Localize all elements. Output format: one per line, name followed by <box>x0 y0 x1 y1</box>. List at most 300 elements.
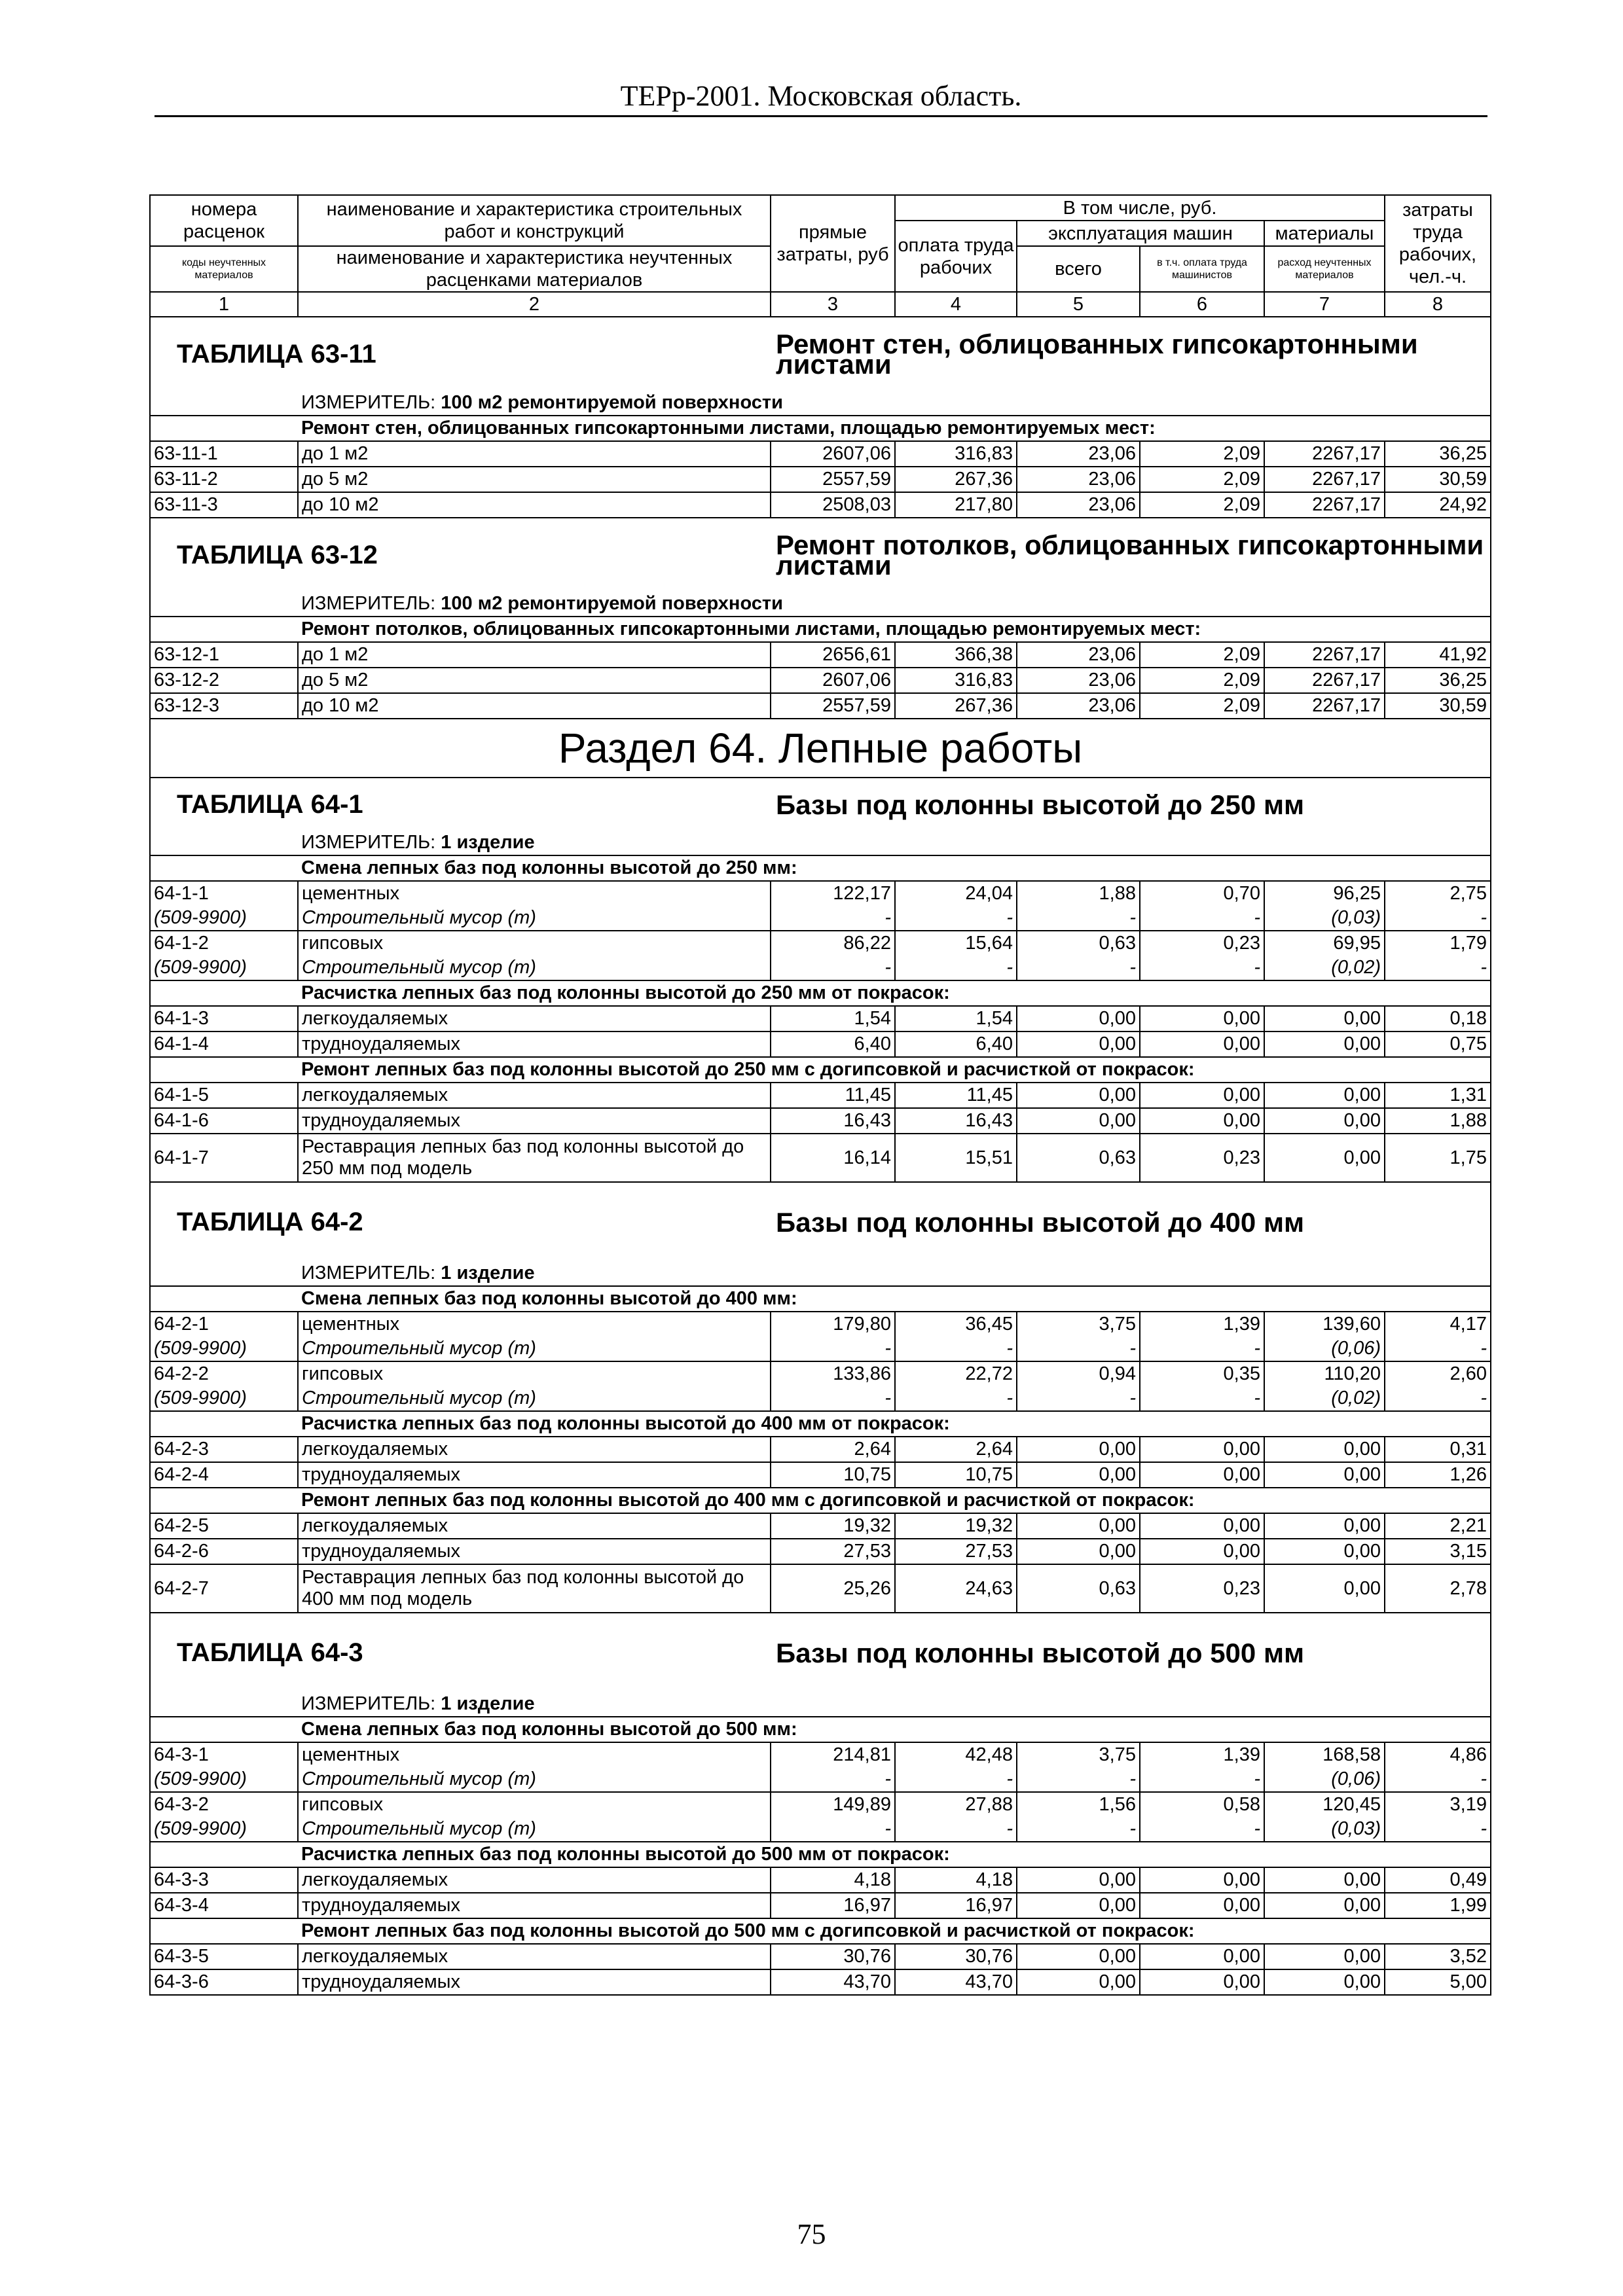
rate-row <box>150 881 1491 906</box>
rate-code: 63-12-3 <box>150 693 298 719</box>
subheader-text: Ремонт стен, облицованных гипсокартонными листами, площадью ремонтируемых мест: <box>298 416 1491 441</box>
col-header-material-name: наименование и характеристика неучтенных расценками материалов <box>298 246 771 292</box>
value-c5: - <box>1017 956 1140 980</box>
value-c7: 120,45 <box>1264 1792 1385 1817</box>
value-c3: 2607,06 <box>771 441 895 467</box>
material-row <box>150 1817 1491 1842</box>
subheader-row <box>150 617 1491 642</box>
measure-unit <box>298 1692 1491 1717</box>
value-c5: 0,00 <box>1017 1462 1140 1488</box>
measure-value: 100 м2 ремонтируемой поверхности <box>441 593 783 614</box>
value-c6: - <box>1140 906 1264 931</box>
value-c8: 1,99 <box>1385 1893 1491 1918</box>
value-c3: 30,76 <box>771 1944 895 1969</box>
value-c7: 2267,17 <box>1264 492 1385 518</box>
value-c5: - <box>1017 906 1140 931</box>
value-c3: - <box>771 1386 895 1411</box>
subheader-text: Ремонт потолков, облицованных гипсокартонными листами, площадью ремонтируемых мест: <box>298 617 1491 642</box>
col-number: 4 <box>895 292 1017 317</box>
rate-name: до 10 м2 <box>298 492 771 518</box>
col-header-labor: затраты труда рабочих, чел.-ч. <box>1385 195 1491 292</box>
value-c8: 0,31 <box>1385 1437 1491 1462</box>
rate-name: трудноудаляемых <box>298 1893 771 1918</box>
col-header-machines-total: всего <box>1017 246 1140 292</box>
rate-code: 64-1-5 <box>150 1083 298 1108</box>
table-name: Базы под колонны высотой до 250 мм <box>771 778 1491 831</box>
value-c8: 3,19 <box>1385 1792 1491 1817</box>
rate-row <box>150 441 1491 467</box>
col-number: 2 <box>298 292 771 317</box>
value-c5: 0,00 <box>1017 1108 1140 1134</box>
value-c6: - <box>1140 1336 1264 1361</box>
value-c4: - <box>895 956 1017 980</box>
value-c3: 2557,59 <box>771 693 895 719</box>
rate-row <box>150 1108 1491 1134</box>
rate-name: цементных <box>298 1312 771 1336</box>
value-c4: 4,18 <box>895 1867 1017 1893</box>
measure-label: ИЗМЕРИТЕЛЬ: <box>301 593 436 614</box>
value-c6: 2,09 <box>1140 693 1264 719</box>
value-c6: 0,23 <box>1140 1134 1264 1182</box>
value-c6: 0,00 <box>1140 1893 1264 1918</box>
value-c8: 1,31 <box>1385 1083 1491 1108</box>
value-c7: 0,00 <box>1264 1867 1385 1893</box>
measure-row <box>150 1692 1491 1717</box>
value-c8: 36,25 <box>1385 441 1491 467</box>
value-c5: 23,06 <box>1017 642 1140 668</box>
rate-row <box>150 668 1491 693</box>
value-c6: 0,00 <box>1140 1083 1264 1108</box>
rate-code: 64-2-5 <box>150 1513 298 1539</box>
value-c5: 0,63 <box>1017 1134 1140 1182</box>
value-c6: - <box>1140 1767 1264 1792</box>
material-name: Строительный мусор (т) <box>298 1336 771 1361</box>
subheader-text: Ремонт лепных баз под колонны высотой до 400 мм с догипсовкой и расчисткой от покрасок: <box>298 1488 1491 1513</box>
material-row <box>150 1386 1491 1411</box>
rate-name: трудноудаляемых <box>298 1462 771 1488</box>
value-c5: - <box>1017 1336 1140 1361</box>
value-c7: 2267,17 <box>1264 467 1385 492</box>
value-c8: 0,75 <box>1385 1031 1491 1057</box>
value-c4: 2,64 <box>895 1437 1017 1462</box>
section-row <box>150 719 1491 778</box>
value-c8: 30,59 <box>1385 693 1491 719</box>
subheader-row <box>150 1842 1491 1867</box>
value-c7: 2267,17 <box>1264 668 1385 693</box>
rate-row <box>150 1792 1491 1817</box>
measure-label: ИЗМЕРИТЕЛЬ: <box>301 392 436 413</box>
value-c4: 36,45 <box>895 1312 1017 1336</box>
table-title: ТАБЛИЦА 63-12 <box>150 518 771 592</box>
rate-code: 64-1-4 <box>150 1031 298 1057</box>
value-c3: - <box>771 1336 895 1361</box>
subheader-spacer <box>150 1842 298 1867</box>
material-code: (509-9900) <box>150 1767 298 1792</box>
subheader-row <box>150 416 1491 441</box>
value-c4: 217,80 <box>895 492 1017 518</box>
value-c5: 23,06 <box>1017 492 1140 518</box>
section-heading: Раздел 64. Лепные работы <box>150 719 1491 778</box>
value-c6: 0,23 <box>1140 931 1264 956</box>
subheader-spacer <box>150 980 298 1006</box>
table-name: Ремонт потолков, облицованных гипсокартонными листами <box>771 518 1491 592</box>
value-c7: 0,00 <box>1264 1564 1385 1613</box>
value-c6: 1,39 <box>1140 1742 1264 1767</box>
rate-code: 63-11-2 <box>150 467 298 492</box>
value-c6: 2,09 <box>1140 492 1264 518</box>
value-c3: - <box>771 1767 895 1792</box>
value-c6: - <box>1140 956 1264 980</box>
rate-row <box>150 642 1491 668</box>
value-c4: - <box>895 1767 1017 1792</box>
value-c3: 43,70 <box>771 1969 895 1995</box>
value-c8: 0,49 <box>1385 1867 1491 1893</box>
measure-label: ИЗМЕРИТЕЛЬ: <box>301 1693 436 1714</box>
rate-row <box>150 1083 1491 1108</box>
value-c6: 0,35 <box>1140 1361 1264 1386</box>
rate-name: легкоудаляемых <box>298 1083 771 1108</box>
value-c3: 11,45 <box>771 1083 895 1108</box>
material-name: Строительный мусор (т) <box>298 906 771 931</box>
measure-value: 1 изделие <box>441 832 535 853</box>
table-name: Базы под колонны высотой до 400 мм <box>771 1182 1491 1261</box>
value-c3: 133,86 <box>771 1361 895 1386</box>
value-c5: 0,94 <box>1017 1361 1140 1386</box>
value-c5: 0,63 <box>1017 1564 1140 1613</box>
value-c4: - <box>895 1386 1017 1411</box>
value-c7: 168,58 <box>1264 1742 1385 1767</box>
table-title: ТАБЛИЦА 63-11 <box>150 317 771 391</box>
value-c3: - <box>771 906 895 931</box>
value-c3: 2656,61 <box>771 642 895 668</box>
value-c7: 0,00 <box>1264 1134 1385 1182</box>
value-c6: 0,00 <box>1140 1969 1264 1995</box>
rate-row <box>150 1361 1491 1386</box>
value-c4: - <box>895 906 1017 931</box>
value-c7: 0,00 <box>1264 1437 1385 1462</box>
value-c5: 0,00 <box>1017 1083 1140 1108</box>
value-c6: 0,00 <box>1140 1539 1264 1564</box>
value-c5: - <box>1017 1386 1140 1411</box>
value-c4: 24,63 <box>895 1564 1017 1613</box>
rate-code: 64-2-6 <box>150 1539 298 1564</box>
measure-value: 1 изделие <box>441 1693 535 1714</box>
rate-row <box>150 1312 1491 1336</box>
rate-code: 63-11-3 <box>150 492 298 518</box>
col-number: 1 <box>150 292 298 317</box>
rate-row <box>150 1006 1491 1031</box>
value-c5: 0,00 <box>1017 1944 1140 1969</box>
column-header-row-1 <box>150 195 1491 221</box>
col-number: 3 <box>771 292 895 317</box>
value-c5: 1,56 <box>1017 1792 1140 1817</box>
col-header-wages: оплата труда рабочих <box>895 221 1017 292</box>
col-header-including: В том числе, руб. <box>895 195 1385 221</box>
subheader-text: Смена лепных баз под колонны высотой до 250 мм: <box>298 855 1491 881</box>
value-c5: - <box>1017 1817 1140 1842</box>
value-c8: - <box>1385 906 1491 931</box>
rate-name: легкоудаляемых <box>298 1867 771 1893</box>
subheader-spacer <box>150 1057 298 1083</box>
column-number-row <box>150 292 1491 317</box>
value-c5: 0,00 <box>1017 1513 1140 1539</box>
value-c4: - <box>895 1817 1017 1842</box>
value-c7: 69,95 <box>1264 931 1385 956</box>
value-c3: 16,14 <box>771 1134 895 1182</box>
measure-label: ИЗМЕРИТЕЛЬ: <box>301 832 436 853</box>
value-c6: 2,09 <box>1140 642 1264 668</box>
rate-name: трудноудаляемых <box>298 1539 771 1564</box>
subheader-spacer <box>150 1411 298 1437</box>
value-c8: 2,60 <box>1385 1361 1491 1386</box>
value-c8: 2,78 <box>1385 1564 1491 1613</box>
col-header-rate-number: номера расценок <box>150 195 298 246</box>
measure-unit <box>298 1261 1491 1286</box>
value-c6: 0,00 <box>1140 1108 1264 1134</box>
rate-name: до 1 м2 <box>298 441 771 467</box>
value-c8: 1,79 <box>1385 931 1491 956</box>
measure-row <box>150 592 1491 617</box>
rate-name: гипсовых <box>298 1361 771 1386</box>
value-c3: 19,32 <box>771 1513 895 1539</box>
value-c5: 0,00 <box>1017 1437 1140 1462</box>
value-c4: 11,45 <box>895 1083 1017 1108</box>
table-title-row <box>150 1613 1491 1692</box>
rate-code: 63-11-1 <box>150 441 298 467</box>
col-header-machinist-wages: в т.ч. оплата труда машинистов <box>1140 246 1264 292</box>
value-c7: 0,00 <box>1264 1083 1385 1108</box>
value-c3: 27,53 <box>771 1539 895 1564</box>
subheader-text: Расчистка лепных баз под колонны высотой до 250 мм от покрасок: <box>298 980 1491 1006</box>
value-c5: 0,63 <box>1017 931 1140 956</box>
material-code: (509-9900) <box>150 956 298 980</box>
value-c4: 316,83 <box>895 668 1017 693</box>
measure-spacer <box>150 1261 298 1286</box>
value-c5: 0,00 <box>1017 1893 1140 1918</box>
rate-code: 63-12-2 <box>150 668 298 693</box>
value-c7: (0,02) <box>1264 956 1385 980</box>
value-c3: 2607,06 <box>771 668 895 693</box>
value-c6: 0,00 <box>1140 1006 1264 1031</box>
rate-name: гипсовых <box>298 931 771 956</box>
subheader-row <box>150 1411 1491 1437</box>
rate-name: до 1 м2 <box>298 642 771 668</box>
value-c5: 3,75 <box>1017 1742 1140 1767</box>
rate-name: легкоудаляемых <box>298 1513 771 1539</box>
value-c7: 2267,17 <box>1264 693 1385 719</box>
table-title: ТАБЛИЦА 64-2 <box>150 1182 771 1261</box>
rate-code: 63-12-1 <box>150 642 298 668</box>
col-header-unaccounted-materials: расход неучтенных материалов <box>1264 246 1385 292</box>
value-c7: (0,03) <box>1264 1817 1385 1842</box>
rate-row <box>150 1437 1491 1462</box>
value-c6: - <box>1140 1386 1264 1411</box>
value-c4: 19,32 <box>895 1513 1017 1539</box>
subheader-text: Ремонт лепных баз под колонны высотой до 500 мм с догипсовкой и расчисткой от покрасок: <box>298 1918 1491 1944</box>
rate-code: 64-3-3 <box>150 1867 298 1893</box>
value-c8: 2,75 <box>1385 881 1491 906</box>
rate-name: трудноудаляемых <box>298 1031 771 1057</box>
value-c7: 2267,17 <box>1264 642 1385 668</box>
material-row <box>150 1767 1491 1792</box>
subheader-text: Расчистка лепных баз под колонны высотой до 400 мм от покрасок: <box>298 1411 1491 1437</box>
rate-code: 64-3-4 <box>150 1893 298 1918</box>
value-c4: 267,36 <box>895 693 1017 719</box>
value-c8: - <box>1385 1386 1491 1411</box>
rate-name: до 5 м2 <box>298 467 771 492</box>
rate-code: 64-3-5 <box>150 1944 298 1969</box>
value-c6: 0,58 <box>1140 1792 1264 1817</box>
table-title: ТАБЛИЦА 64-1 <box>150 778 771 831</box>
value-c7: 0,00 <box>1264 1969 1385 1995</box>
value-c3: 179,80 <box>771 1312 895 1336</box>
subheader-row <box>150 1488 1491 1513</box>
table-title-row <box>150 317 1491 391</box>
rate-name: легкоудаляемых <box>298 1944 771 1969</box>
value-c5: 0,00 <box>1017 1031 1140 1057</box>
value-c3: 16,43 <box>771 1108 895 1134</box>
rate-code: 64-3-1 <box>150 1742 298 1767</box>
material-name: Строительный мусор (т) <box>298 1817 771 1842</box>
value-c4: 30,76 <box>895 1944 1017 1969</box>
measure-unit <box>298 831 1491 855</box>
value-c5: 23,06 <box>1017 668 1140 693</box>
value-c5: 0,00 <box>1017 1006 1140 1031</box>
subheader-spacer <box>150 1717 298 1742</box>
value-c5: 3,75 <box>1017 1312 1140 1336</box>
value-c3: 4,18 <box>771 1867 895 1893</box>
value-c6: 0,00 <box>1140 1944 1264 1969</box>
material-code: (509-9900) <box>150 1386 298 1411</box>
value-c3: 2508,03 <box>771 492 895 518</box>
rate-code: 64-2-1 <box>150 1312 298 1336</box>
value-c8: - <box>1385 1336 1491 1361</box>
rate-row <box>150 1462 1491 1488</box>
measure-spacer <box>150 831 298 855</box>
value-c3: 16,97 <box>771 1893 895 1918</box>
value-c4: 27,53 <box>895 1539 1017 1564</box>
rate-name: до 5 м2 <box>298 668 771 693</box>
table-title: ТАБЛИЦА 64-3 <box>150 1613 771 1692</box>
rate-name: цементных <box>298 881 771 906</box>
value-c4: 27,88 <box>895 1792 1017 1817</box>
value-c4: 16,97 <box>895 1893 1017 1918</box>
value-c6: 0,00 <box>1140 1031 1264 1057</box>
col-header-direct-costs: прямые затраты, руб <box>771 195 895 292</box>
value-c7: 0,00 <box>1264 1006 1385 1031</box>
table-title-row <box>150 778 1491 831</box>
value-c5: 0,00 <box>1017 1969 1140 1995</box>
value-c8: 24,92 <box>1385 492 1491 518</box>
value-c3: 2,64 <box>771 1437 895 1462</box>
value-c8: 0,18 <box>1385 1006 1491 1031</box>
subheader-text: Расчистка лепных баз под колонны высотой до 500 мм от покрасок: <box>298 1842 1491 1867</box>
value-c3: 214,81 <box>771 1742 895 1767</box>
value-c6: 0,00 <box>1140 1462 1264 1488</box>
value-c5: 1,88 <box>1017 881 1140 906</box>
rate-row <box>150 467 1491 492</box>
rate-row <box>150 693 1491 719</box>
value-c4: 366,38 <box>895 642 1017 668</box>
value-c3: 6,40 <box>771 1031 895 1057</box>
table-name: Ремонт стен, облицованных гипсокартонными листами <box>771 317 1491 391</box>
subheader-spacer <box>150 1918 298 1944</box>
measure-row <box>150 391 1491 416</box>
value-c4: 1,54 <box>895 1006 1017 1031</box>
value-c4: 6,40 <box>895 1031 1017 1057</box>
value-c7: 0,00 <box>1264 1893 1385 1918</box>
table-title-row <box>150 518 1491 592</box>
value-c7: 0,00 <box>1264 1513 1385 1539</box>
value-c6: 0,00 <box>1140 1437 1264 1462</box>
value-c4: 15,51 <box>895 1134 1017 1182</box>
value-c5: 0,00 <box>1017 1539 1140 1564</box>
subheader-row <box>150 1918 1491 1944</box>
value-c7: 0,00 <box>1264 1944 1385 1969</box>
value-c8: 30,59 <box>1385 467 1491 492</box>
rate-code: 64-3-6 <box>150 1969 298 1995</box>
value-c8: 4,17 <box>1385 1312 1491 1336</box>
material-code: (509-9900) <box>150 1336 298 1361</box>
measure-spacer <box>150 1692 298 1717</box>
rate-row <box>150 1867 1491 1893</box>
value-c3: 149,89 <box>771 1792 895 1817</box>
value-c5: 23,06 <box>1017 467 1140 492</box>
rate-code: 64-2-4 <box>150 1462 298 1488</box>
value-c4: 15,64 <box>895 931 1017 956</box>
value-c7: 2267,17 <box>1264 441 1385 467</box>
value-c4: 24,04 <box>895 881 1017 906</box>
value-c7: 0,00 <box>1264 1108 1385 1134</box>
value-c4: 10,75 <box>895 1462 1017 1488</box>
value-c8: 41,92 <box>1385 642 1491 668</box>
col-number: 5 <box>1017 292 1140 317</box>
rate-code: 64-2-7 <box>150 1564 298 1613</box>
value-c7: (0,06) <box>1264 1336 1385 1361</box>
rate-code: 64-1-6 <box>150 1108 298 1134</box>
rate-name: легкоудаляемых <box>298 1437 771 1462</box>
value-c6: 0,23 <box>1140 1564 1264 1613</box>
col-number: 8 <box>1385 292 1491 317</box>
subheader-spacer <box>150 617 298 642</box>
rate-row <box>150 492 1491 518</box>
col-header-machines: эксплуатация машин <box>1017 221 1264 246</box>
value-c5: - <box>1017 1767 1140 1792</box>
material-row <box>150 956 1491 980</box>
rate-row <box>150 1031 1491 1057</box>
measure-spacer <box>150 592 298 617</box>
value-c3: 2557,59 <box>771 467 895 492</box>
material-row <box>150 906 1491 931</box>
rate-row <box>150 1742 1491 1767</box>
value-c7: 96,25 <box>1264 881 1385 906</box>
rate-row <box>150 1893 1491 1918</box>
subheader-row <box>150 980 1491 1006</box>
rate-name: трудноудаляемых <box>298 1969 771 1995</box>
value-c7: 0,00 <box>1264 1031 1385 1057</box>
rate-code: 64-1-3 <box>150 1006 298 1031</box>
subheader-row <box>150 855 1491 881</box>
subheader-spacer <box>150 416 298 441</box>
material-code: (509-9900) <box>150 906 298 931</box>
value-c6: 2,09 <box>1140 441 1264 467</box>
value-c3: 1,54 <box>771 1006 895 1031</box>
value-c4: 316,83 <box>895 441 1017 467</box>
value-c8: - <box>1385 1817 1491 1842</box>
value-c6: 2,09 <box>1140 668 1264 693</box>
material-name: Строительный мусор (т) <box>298 956 771 980</box>
rate-row <box>150 1944 1491 1969</box>
